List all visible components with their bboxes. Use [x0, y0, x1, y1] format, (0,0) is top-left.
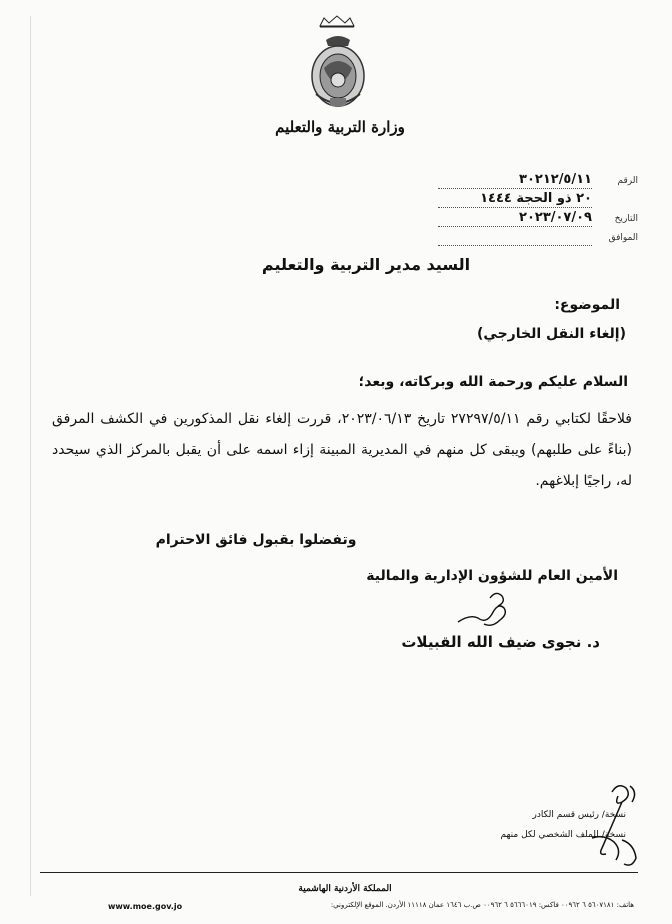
footer-divider	[40, 872, 638, 873]
reference-number-value: ٣٠٢١٢/٥/١١	[519, 172, 592, 187]
date-label: التاريخ	[614, 214, 638, 224]
signer-title: الأمين العام للشؤون الإدارية والمالية	[366, 568, 618, 584]
initials-signature	[582, 778, 644, 878]
coat-of-arms-emblem	[308, 32, 368, 112]
corresponding-label: الموافق	[608, 233, 638, 243]
dotted-rule	[438, 245, 592, 246]
letter-body: فلاحقًا لكتابي رقم ٢٧٢٩٧/٥/١١ تاريخ ٢٠٢٣/٠٦/١٣، قررت إلغاء نقل المذكورين في الكشف المرفق (بناءً على طلبهم) ويبقى كل منهم في المديرية المبينة إزاء اسمه على أن يقبل بالمركز الذي سيحدد له، راجيًا إبلاغهم.	[52, 411, 632, 489]
copy-recipient-1: نسخة/ رئيس قسم الكادر	[532, 810, 626, 820]
copy-recipient-2: نسخة/ للملف الشخصي لكل منهم	[500, 830, 626, 840]
greeting: السلام عليكم ورحمة الله وبركاته، وبعد؛	[358, 374, 628, 390]
reference-number-row	[438, 172, 638, 191]
dotted-rule	[438, 226, 592, 227]
subject-label: الموضوع:	[554, 297, 620, 313]
closing-line: وتفضلوا بقبول فائق الاحترام	[155, 532, 357, 548]
subject-text: (إلغاء النقل الخارجي)	[477, 326, 626, 342]
signer-name: د. نجوى ضيف الله القبيلات	[401, 633, 600, 651]
footer-contact-info: هاتف: ٥٦٠٧١٨١ ٦ ٠٠٩٦٢ فاكس: ٥٦٦٦٠١٩ ٦ ٠٠٩٦٢ ص.ب ١٦٤٦ عمان ١١١١٨ الأردن. الموقع الإلكتروني:	[330, 901, 634, 909]
date-row	[438, 210, 638, 229]
dotted-rule	[438, 188, 592, 189]
reference-number-label: الرقم	[617, 176, 638, 186]
page-margin-line	[30, 16, 31, 896]
dotted-rule	[438, 207, 592, 208]
royal-crown-icon	[318, 14, 356, 28]
hijri-date-value: ٢٠ ذو الحجة ١٤٤٤	[480, 191, 592, 206]
hijri-date-row	[438, 191, 638, 210]
reference-block	[438, 172, 638, 248]
handwritten-signature	[452, 584, 522, 634]
footer-kingdom-name: المملكة الأردنية الهاشمية	[298, 884, 392, 894]
recipient: السيد مدير التربية والتعليم	[261, 255, 471, 274]
corresponding-row	[438, 229, 638, 248]
gregorian-date-value: ٢٠٢٣/٠٧/٠٩	[519, 210, 592, 225]
footer-website: www.moe.gov.jo	[108, 902, 183, 911]
ministry-name: وزارة التربية والتعليم	[275, 118, 405, 136]
